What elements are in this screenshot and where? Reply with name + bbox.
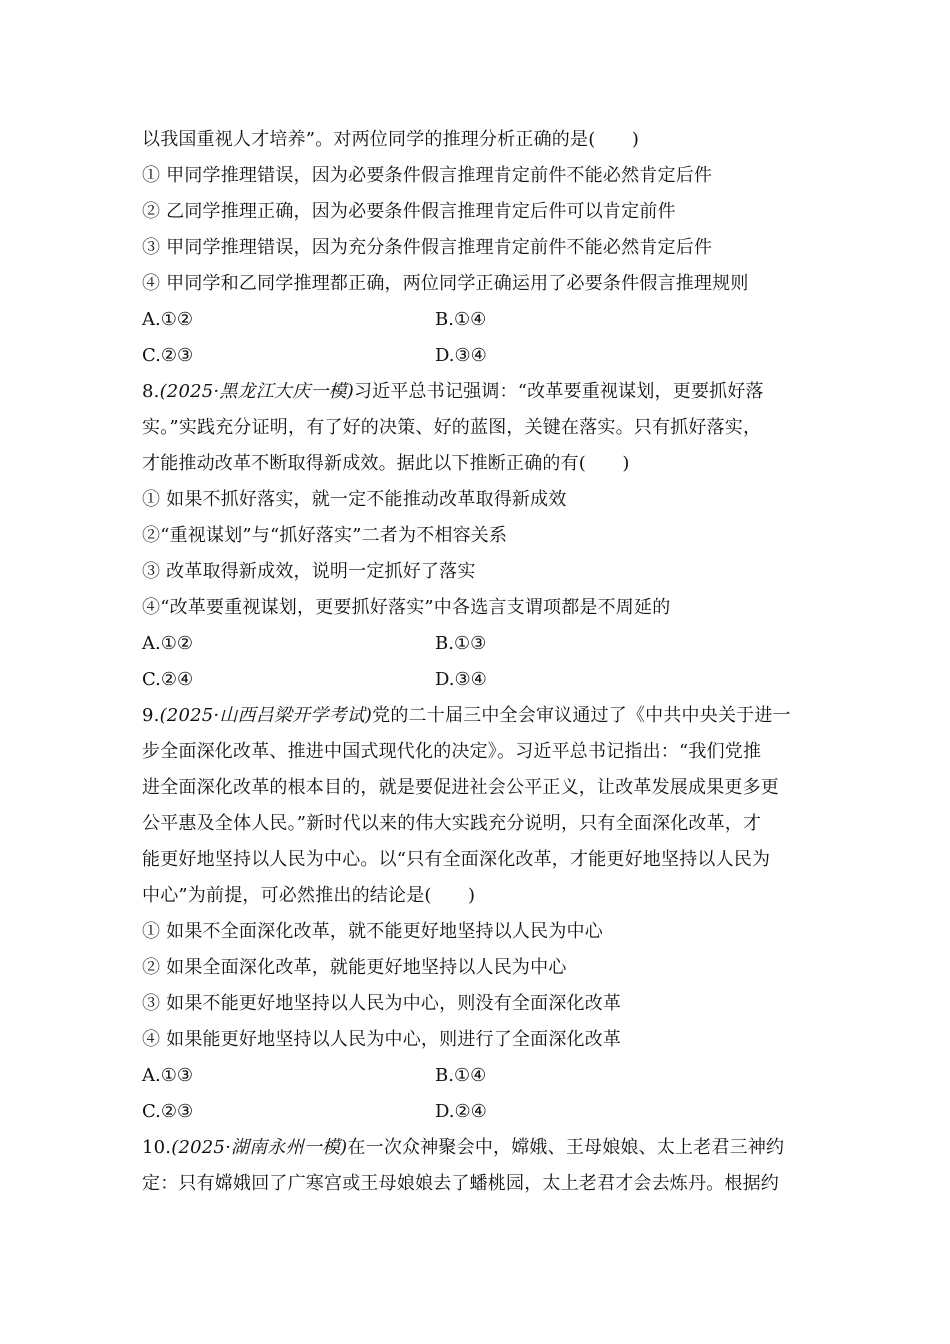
q8-item-4: ④“改革要重视谋划，更要抓好落实”中各选言支谓项都是不周延的 (142, 597, 671, 618)
q9-options-row-2 (142, 1094, 814, 1130)
q9-options-row-1 (142, 1058, 814, 1094)
q7-option-c[interactable]: C.②③ (142, 345, 194, 366)
q9-stem-line-3: 进全面深化改革的根本目的，就是要促进社会公平正义，让改革发展成果更多更 (142, 777, 779, 798)
q8-option-b[interactable]: B.①③ (435, 633, 487, 654)
q7-item-2: ② 乙同学推理正确，因为必要条件假言推理肯定后件可以肯定前件 (142, 201, 676, 222)
q7-item-1: ① 甲同学推理错误，因为必要条件假言推理肯定前件不能必然肯定后件 (142, 165, 713, 186)
q8-stem-line-3: 才能推动改革不断取得新成效。据此以下推断正确的有( ) (142, 453, 630, 474)
q10-stem-text-1: 在一次众神聚会中，嫦娥、王母娘娘、太上老君三神约 (347, 1137, 785, 1158)
q9-option-b[interactable]: B.①④ (435, 1065, 487, 1086)
q9-item-2: ② 如果全面深化改革，就能更好地坚持以人民为中心 (142, 957, 567, 978)
q8-option-c[interactable]: C.②④ (142, 669, 194, 690)
q7-option-d[interactable]: D.③④ (435, 345, 487, 366)
q9-stem-line-1 (142, 698, 814, 734)
q8-option-d[interactable]: D.③④ (435, 669, 487, 690)
q9-item-4: ④ 如果能更好地坚持以人民为中心，则进行了全面深化改革 (142, 1029, 622, 1050)
q8-source: (2025·黑龙江大庆一模) (159, 381, 354, 402)
q7-option-a[interactable]: A.①② (142, 309, 193, 330)
q9-number: 9. (142, 705, 160, 726)
q9-option-a[interactable]: A.①③ (142, 1065, 193, 1086)
q8-option-a[interactable]: A.①② (142, 633, 193, 654)
q8-options-row-2 (142, 662, 814, 698)
q7-options-row-2 (142, 338, 814, 374)
q10-source: (2025·湖南永州一模) (171, 1137, 348, 1158)
q7-option-b[interactable]: B.①④ (435, 309, 487, 330)
document-page (142, 122, 814, 1202)
q7-item-4: ④ 甲同学和乙同学推理都正确，两位同学正确运用了必要条件假言推理规则 (142, 273, 749, 294)
q9-item-1: ① 如果不全面深化改革，就不能更好地坚持以人民为中心 (142, 921, 603, 942)
q8-options-row-1 (142, 626, 814, 662)
q8-item-2: ②“重视谋划”与“抓好落实”二者为不相容关系 (142, 525, 508, 546)
q8-item-3: ③ 改革取得新成效，说明一定抓好了落实 (142, 561, 476, 582)
q9-source: (2025·山西吕梁开学考试) (159, 705, 373, 726)
q10-number: 10. (142, 1137, 172, 1158)
q9-option-c[interactable]: C.②③ (142, 1101, 194, 1122)
q8-stem-line-1 (142, 374, 814, 410)
q10-stem-line-1 (142, 1130, 814, 1166)
q9-stem-line-4: 公平惠及全体人民。”新时代以来的伟大实践充分说明，只有全面深化改革，才 (142, 813, 762, 834)
q9-item-3: ③ 如果不能更好地坚持以人民为中心，则没有全面深化改革 (142, 993, 622, 1014)
q7-item-3: ③ 甲同学推理错误，因为充分条件假言推理肯定前件不能必然肯定后件 (142, 237, 713, 258)
q9-stem-line-2: 步全面深化改革、推进中国式现代化的决定》。习近平总书记指出：“我们党推 (142, 741, 762, 762)
q7-stem-tail: 以我国重视人才培养”。对两位同学的推理分析正确的是( ) (142, 129, 640, 150)
q8-number: 8. (142, 381, 160, 402)
q8-item-1: ① 如果不抓好落实，就一定不能推动改革取得新成效 (142, 489, 567, 510)
q8-stem-text-1: 习近平总书记强调：“改革要重视谋划，更要抓好落 (353, 381, 764, 402)
q10-stem-line-2: 定：只有嫦娥回了广寒宫或王母娘娘去了蟠桃园，太上老君才会去炼丹。根据约 (142, 1173, 779, 1194)
q9-option-d[interactable]: D.②④ (435, 1101, 487, 1122)
q9-stem-line-5: 能更好地坚持以人民为中心。以“只有全面深化改革，才能更好地坚持以人民为 (142, 849, 771, 870)
q8-stem-line-2: 实。”实践充分证明，有了好的决策、好的蓝图，关键在落实。只有抓好落实， (142, 417, 762, 438)
q9-stem-text-1: 党的二十届三中全会审议通过了《中共中央关于进一 (372, 705, 791, 726)
q9-stem-line-6: 中心”为前提，可必然推出的结论是( ) (142, 885, 476, 906)
q7-options-row-1 (142, 302, 814, 338)
